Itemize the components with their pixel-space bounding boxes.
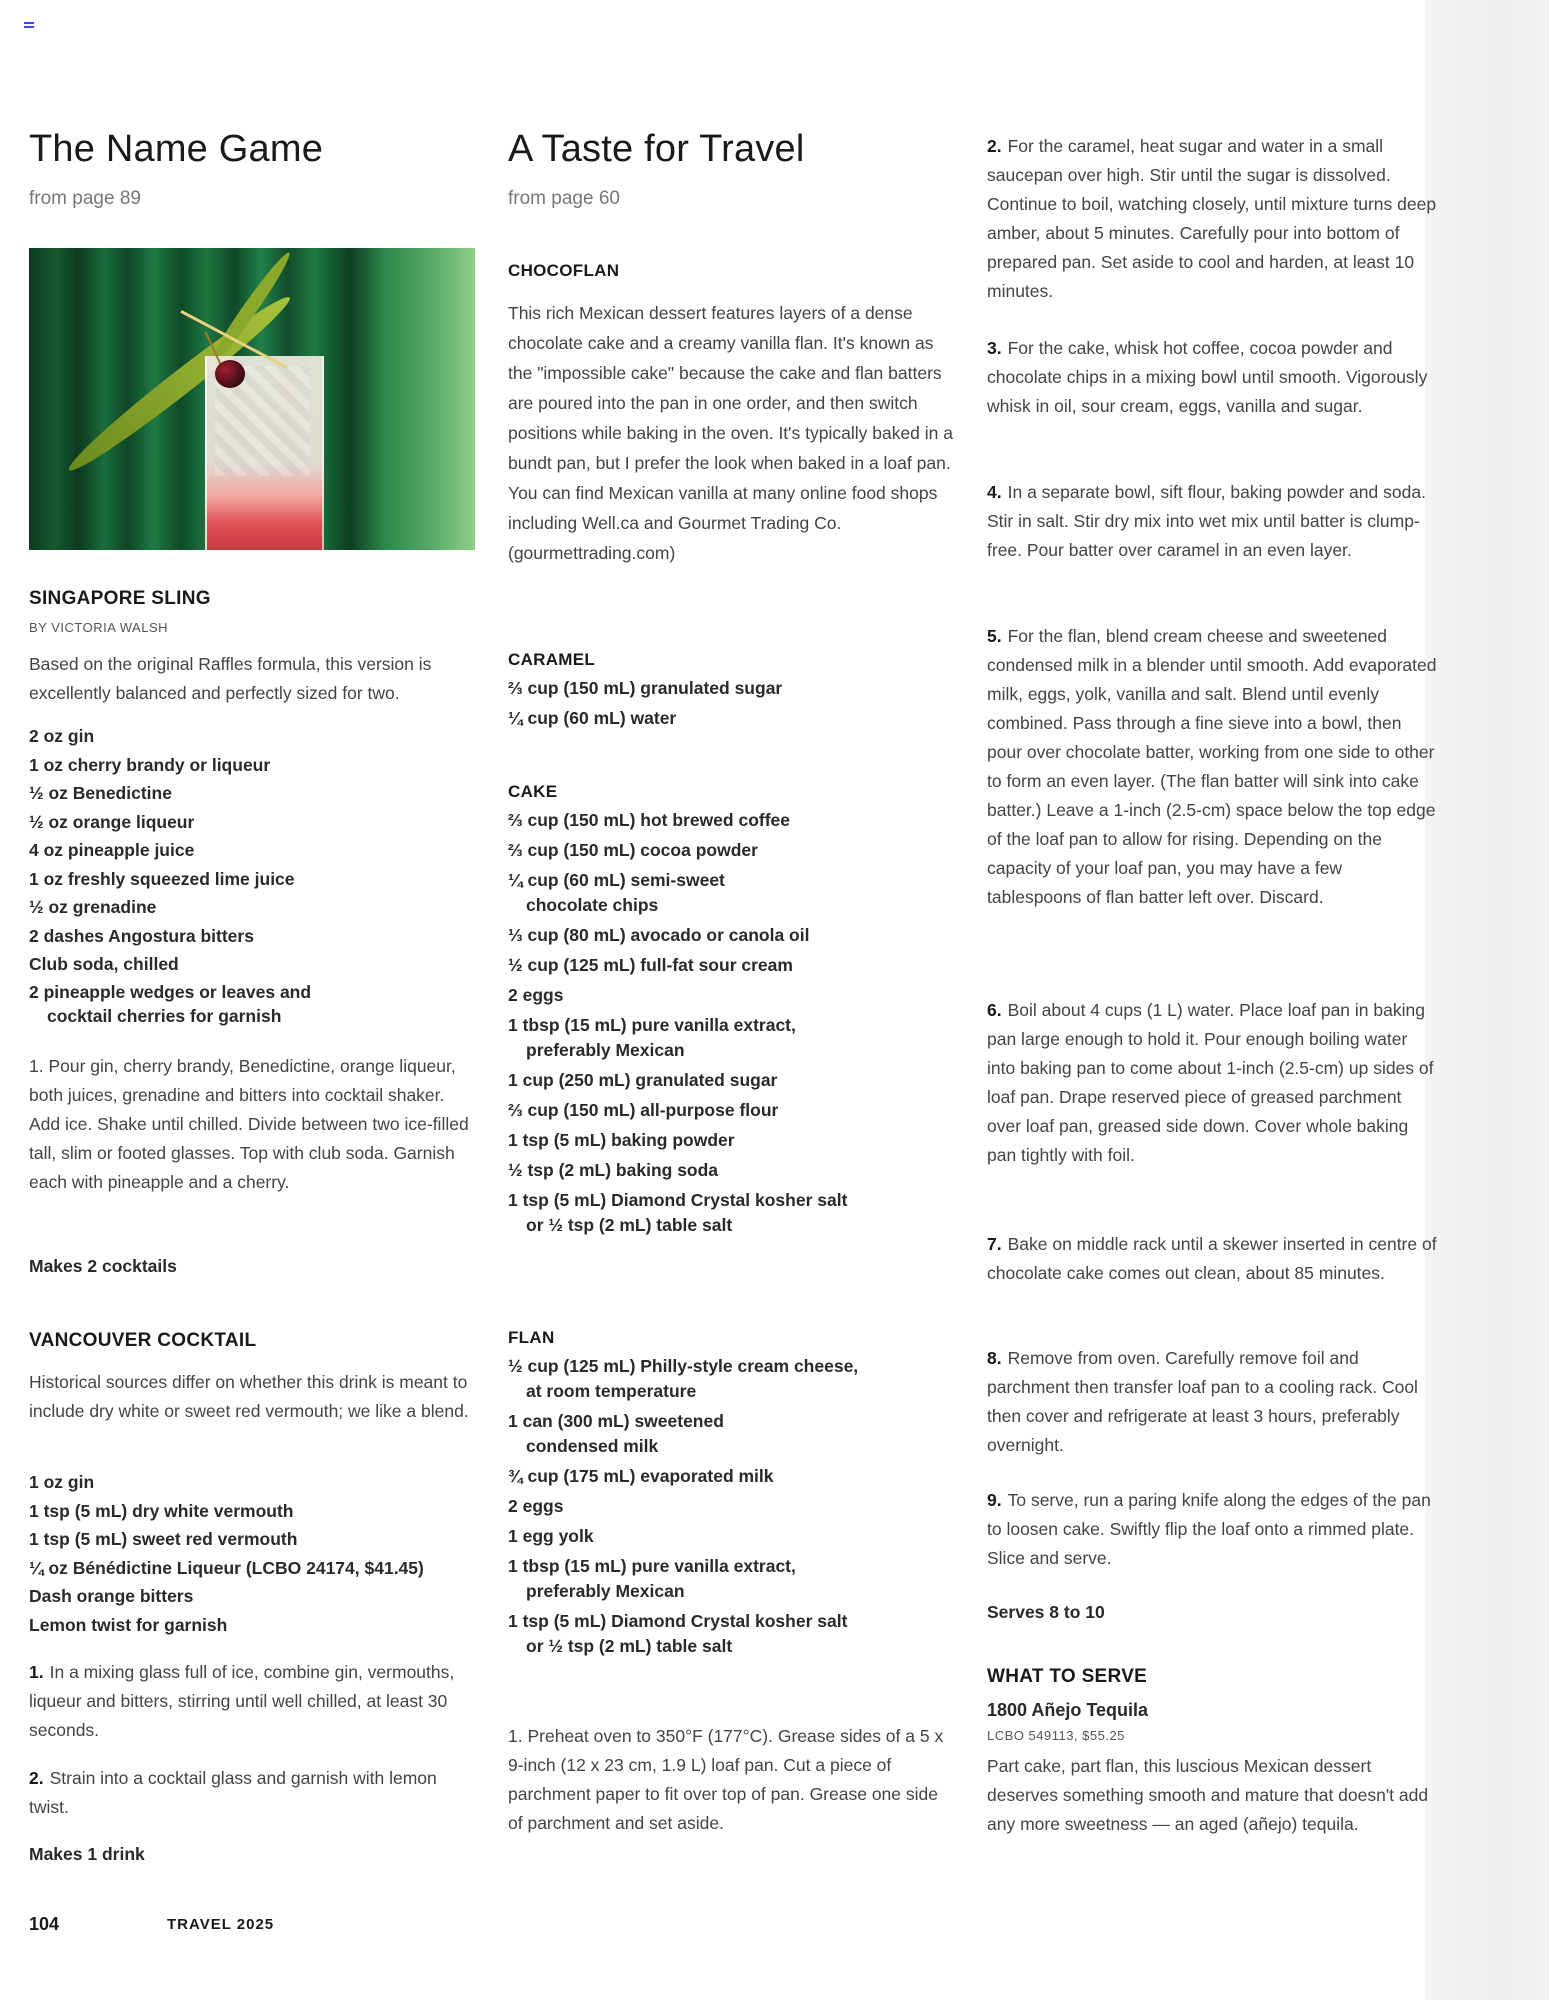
- ingredient: 1 tsp (5 mL) baking powder: [508, 1130, 735, 1150]
- page-number: 104: [29, 1914, 60, 1934]
- ingredient: 1 tsp (5 mL) Diamond Crystal kosher salt or ½ tsp (2 mL) table salt: [508, 1190, 848, 1235]
- ingredient: ⅔ cup (150 mL) cocoa powder: [508, 840, 758, 860]
- chocoflan-step-4: 4. In a separate bowl, sift flour, baking powder and soda. Stir in salt. Stir dry mix into wet mix until batter is clump-free. Pour batter over caramel in an even layer.: [987, 482, 1426, 560]
- page-gutter: [1425, 0, 1549, 2000]
- ingredient: cocktail cherries for garnish: [47, 1005, 282, 1026]
- drink-description: Part cake, part flan, this luscious Mexican dessert deserves something smooth and mature that doesn't add any more sweetness — an aged (añejo) tequila.: [987, 1756, 1429, 1834]
- ingredient: Lemon twist for garnish: [29, 1614, 228, 1635]
- ingredient: ⅔ cup (150 mL) hot brewed coffee: [508, 810, 790, 830]
- ingredient: ½ oz grenadine: [29, 897, 157, 917]
- from-page: from page 60: [508, 188, 620, 209]
- ingredient: ⅓ cup (80 mL) avocado or canola oil: [508, 925, 810, 945]
- ingredient: 4 oz pineapple juice: [29, 840, 195, 860]
- vancouver-cocktail-heading: VANCOUVER COCKTAIL: [29, 1330, 257, 1351]
- ingredient: 1 cup (250 mL) granulated sugar: [508, 1070, 778, 1090]
- ingredient: 1 oz cherry brandy or liqueur: [29, 754, 271, 775]
- vancouver-cocktail-makes: Makes 1 drink: [29, 1844, 145, 1864]
- article-title: The Name Game: [29, 128, 324, 170]
- chocoflan-step-6: 6. Boil about 4 cups (1 L) water. Place loaf pan in baking pan large enough to hold it. Pour enough boiling water into baking pan to come about 1-inch (2.5-cm) up sides of loaf pan. Drape reserved piece of greased parchment over loaf pan, greased side down. Cover whole baking pan tightly with foil.: [987, 1000, 1434, 1165]
- singapore-sling-heading: SINGAPORE SLING: [29, 588, 211, 609]
- flan-ingredients: [508, 1354, 954, 1664]
- chocoflan-heading: CHOCOFLAN: [508, 261, 620, 280]
- vancouver-cocktail-step-1: 1. In a mixing glass full of ice, combine gin, vermouths, liqueur and bitters, stirring until well chilled, at least 30 seconds.: [29, 1662, 455, 1740]
- ingredient: 1 tsp (5 mL) Diamond Crystal kosher salt or ½ tsp (2 mL) table salt: [508, 1611, 848, 1656]
- ingredient: Club soda, chilled: [29, 954, 179, 974]
- chocoflan-serves: Serves 8 to 10: [987, 1602, 1105, 1622]
- menu-icon[interactable]: [24, 22, 34, 31]
- ingredient: ½ oz orange liqueur: [29, 811, 195, 832]
- singapore-sling-intro: Based on the original Raffles formula, this version is excellently balanced and perfectly sized for two.: [29, 654, 432, 703]
- cocktail-photo: [29, 248, 475, 550]
- chocoflan-step-5: 5. For the flan, blend cream cheese and sweetened condensed milk in a blender until smooth. Add evaporated milk, eggs, yolk, vanilla and salt. Blend until evenly combined. Pass through a fine sieve into a bowl, then pour over chocolate batter, working from one side to other to form an even layer. (The flan batter will sink into cake batter.) Leave a 1-inch (2.5-cm) space below the top edge of the loaf pan to allow for rising. Depending on the capacity of your loaf pan, you may have a few tablespoons of flan batter left over. Discard.: [987, 626, 1437, 907]
- chocoflan-step-9: 9. To serve, run a paring knife along the edges of the pan to loosen cake. Swiftly flip the loaf onto a rimmed plate. Slice and serve.: [987, 1490, 1431, 1568]
- article-title: A Taste for Travel: [508, 128, 805, 170]
- ingredient: 1 oz freshly squeezed lime juice: [29, 868, 295, 889]
- ingredient: 1 egg yolk: [508, 1526, 594, 1546]
- caramel-ingredients: [508, 676, 954, 736]
- ingredient: ⅔ cup (150 mL) all-purpose flour: [508, 1100, 779, 1120]
- from-page: from page 89: [29, 188, 141, 209]
- caramel-heading: CARAMEL: [508, 650, 596, 669]
- singapore-sling-step-1: 1. Pour gin, cherry brandy, Benedictine, orange liqueur, both juices, grenadine and bitters into cocktail shaker. Add ice. Shake until chilled. Divide between two ice-filled tall, slim or footed glasses. Top with club soda. Garnish each with pineapple and a cherry.: [29, 1056, 469, 1192]
- chocoflan-intro: This rich Mexican dessert features layers of a dense chocolate cake and a creamy vanilla flan. It's known as the "impossible cake" because the cake and flan batters are poured into the pan in one order, and then switch positions while baking in the oven. It's typically baked in a bundt pan, but I prefer the look when baked in a loaf pan. You can find Mexican vanilla at many online food shops including Well.ca and Gourmet Trading Co. (gourmettrading.com): [508, 303, 953, 563]
- drink-lcbo: LCBO 549113, $55.25: [987, 1728, 1125, 1743]
- chocoflan-step-1: 1. Preheat oven to 350°F (177°C). Grease sides of a 5 x 9-inch (12 x 23 cm, 1.9 L) loaf pan. Cut a piece of parchment paper to fit over top of pan. Grease one side of parchment and set aside.: [508, 1726, 944, 1833]
- chocoflan-step-8: 8. Remove from oven. Carefully remove foil and parchment then transfer loaf pan to a cooling rack. Cool then cover and refrigerate at least 3 hours, preferably overnight.: [987, 1348, 1418, 1455]
- singapore-sling-makes: Makes 2 cocktails: [29, 1256, 177, 1276]
- cake-ingredients: [508, 808, 954, 1243]
- ingredient: ½ tsp (2 mL) baking soda: [508, 1160, 719, 1180]
- ingredient: 2 pineapple wedges or leaves and: [29, 981, 312, 1002]
- ingredient: 2 eggs: [508, 985, 564, 1005]
- ingredient: ¼ cup (60 mL) semi-sweet chocolate chips: [508, 870, 725, 915]
- chocoflan-step-3: 3. For the cake, whisk hot coffee, cocoa powder and chocolate chips in a mixing bowl until smooth. Vigorously whisk in oil, sour cream, eggs, vanilla and sugar.: [987, 338, 1428, 416]
- ingredient: ¼ cup (60 mL) water: [508, 708, 677, 728]
- ingredient: 1 tsp (5 mL) sweet red vermouth: [29, 1529, 298, 1549]
- ingredient: ½ cup (125 mL) full-fat sour cream: [508, 955, 793, 975]
- vancouver-cocktail-intro: Historical sources differ on whether this drink is meant to include dry white or sweet red vermouth; we like a blend.: [29, 1372, 469, 1421]
- ingredient: ¾ cup (175 mL) evaporated milk: [508, 1466, 774, 1486]
- ingredient: ⅔ cup (150 mL) granulated sugar: [508, 678, 783, 698]
- ingredient: 1 can (300 mL) sweetened condensed milk: [508, 1411, 724, 1456]
- cake-heading: CAKE: [508, 782, 558, 801]
- drink-name: 1800 Añejo Tequila: [987, 1700, 1149, 1720]
- ingredient: Dash orange bitters: [29, 1586, 194, 1606]
- flan-heading: FLAN: [508, 1328, 555, 1347]
- singapore-sling-byline: BY VICTORIA WALSH: [29, 620, 169, 635]
- ingredient: ½ cup (125 mL) Philly-style cream cheese, at room temperature: [508, 1356, 859, 1401]
- publication-name: TRAVEL 2025: [167, 1916, 275, 1933]
- vancouver-cocktail-step-2: 2. Strain into a cocktail glass and garnish with lemon twist.: [29, 1768, 437, 1817]
- ingredient: 2 oz gin: [29, 726, 95, 746]
- ingredient: ½ oz Benedictine: [29, 783, 172, 803]
- ingredient: 1 tbsp (15 mL) pure vanilla extract, preferably Mexican: [508, 1015, 796, 1060]
- chocoflan-step-7: 7. Bake on middle rack until a skewer inserted in centre of chocolate cake comes out clean, about 85 minutes.: [987, 1234, 1437, 1283]
- ingredient: 1 oz gin: [29, 1472, 95, 1492]
- vancouver-cocktail-ingredients: [29, 1468, 475, 1639]
- what-to-serve-heading: WHAT TO SERVE: [987, 1666, 1148, 1687]
- ingredient: 1 tbsp (15 mL) pure vanilla extract, preferably Mexican: [508, 1556, 796, 1601]
- ingredient: ¼ oz Bénédictine Liqueur (LCBO 24174, $41.45): [29, 1557, 424, 1578]
- ingredient: 2 eggs: [508, 1496, 564, 1516]
- chocoflan-step-2: 2. For the caramel, heat sugar and water in a small saucepan over high. Stir until the sugar is dissolved. Continue to boil, watching closely, until mixture turns deep amber, about 5 minutes. Carefully pour into bottom of prepared pan. Set aside to cool and harden, at least 10 minutes.: [987, 136, 1437, 301]
- ingredient: 1 tsp (5 mL) dry white vermouth: [29, 1500, 294, 1521]
- ingredient: 2 dashes Angostura bitters: [29, 925, 254, 946]
- singapore-sling-ingredients: [29, 722, 475, 1027]
